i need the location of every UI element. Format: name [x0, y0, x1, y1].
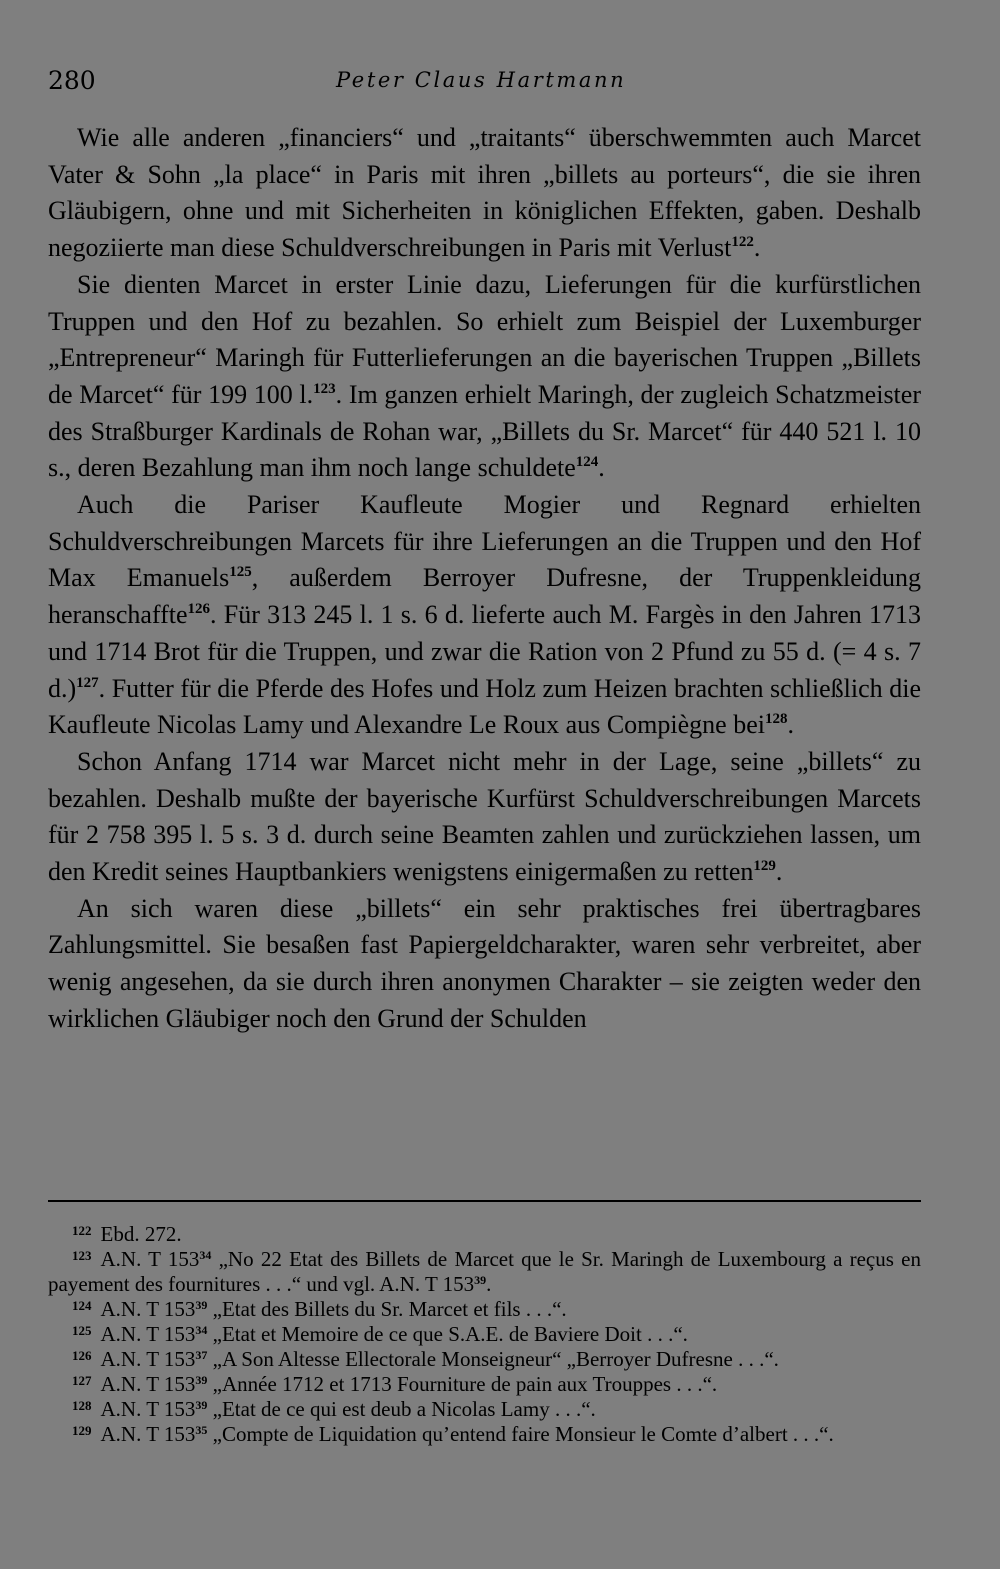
text-run: Schon Anfang 1714 war Marcet nicht mehr in der Lage, seine „billets“ zu bezahlen. Deshalb mußte der bayerische Kurfürst Schuldverschreibungen Marcets für 2 758 395 l. 5 s. 3 d. durch seine Beamten zahlen und zurückziehen lassen, um den Kredit seines Hauptbankiers wenigstens einigermaßen zu retten — [48, 746, 921, 887]
paragraph — [48, 267, 921, 487]
footnote-number: 128 — [72, 1398, 92, 1413]
footnote-reference: 122 — [731, 234, 754, 251]
text-run: „Etat de ce qui est deub a Nicolas Lamy . . .“. — [207, 1397, 596, 1421]
text-run: . — [753, 233, 761, 263]
page-header — [48, 62, 921, 102]
text-run: A.N. T 153 — [100, 1372, 196, 1396]
footnote-reference: 129 — [753, 858, 776, 875]
footnote-reference: 35 — [195, 1423, 208, 1437]
footnote-reference: 39 — [195, 1373, 208, 1387]
footnote — [48, 1347, 921, 1372]
footnote — [48, 1422, 921, 1447]
footnote-reference: 126 — [187, 601, 211, 618]
footnote-reference: 39 — [195, 1398, 208, 1412]
paragraph — [48, 891, 921, 1038]
footnote — [48, 1297, 921, 1322]
footnote-reference: 39 — [474, 1273, 487, 1287]
text-run: Ebd. 272. — [100, 1222, 182, 1246]
footnote-reference: 125 — [229, 564, 252, 581]
text-run: A.N. T 153 — [100, 1397, 196, 1421]
footnote-number: 122 — [72, 1223, 92, 1238]
text-run: . — [775, 857, 783, 887]
page-number: 280 — [48, 66, 96, 95]
text-run: A.N. T 153 — [100, 1322, 196, 1346]
text-run: „No 22 Etat des Billets de Marcet que le Sr. Maringh de Luxembourg a reçus en payement des fournitures . . .“ und vgl. A.N. T 153 — [48, 1247, 921, 1296]
paragraph — [48, 120, 921, 267]
text-run: An sich waren diese „billets“ ein sehr praktisches frei übertragbares Zahlungsmittel. Sie besaßen fast Papiergeldcharakter, waren sehr verbreitet, aber wenig angesehen, da sie durch ihren anonymen Charakter – sie zeigten weder den wirklichen Gläubiger noch den Grund der Schulden — [48, 893, 921, 1033]
text-run: , außerdem Berroyer Dufresne, der Truppenkleidung heranschaffte — [48, 563, 922, 630]
footnote-reference: 34 — [195, 1323, 208, 1337]
footnote-number: 126 — [72, 1348, 92, 1363]
text-run: A.N. T 153 — [100, 1247, 200, 1271]
running-head: Peter Claus Hartmann — [336, 68, 627, 92]
footnote-number: 127 — [72, 1373, 92, 1388]
main-text — [48, 120, 921, 1038]
footnote — [48, 1372, 921, 1397]
footnote — [48, 1222, 921, 1247]
footnote — [48, 1322, 921, 1347]
text-run: A.N. T 153 — [100, 1422, 196, 1446]
footnotes — [48, 1222, 921, 1447]
footnote-number: 125 — [72, 1323, 92, 1338]
text-run: Wie alle anderen „financiers“ und „traitants“ überschwemmten auch Marcet Vater & Sohn „la place“ in Paris mit ihren „billets au porteurs“, die sie ihren Gläubigern, ohne und mit Sicherheiten in königlichen Effekten, gaben. Deshalb negoziierte man diese Schuldverschreibungen in Paris mit Verlust — [48, 123, 921, 263]
footnote-reference: 127 — [76, 674, 99, 691]
footnote — [48, 1397, 921, 1422]
footnote — [48, 1247, 921, 1297]
text-run: „A Son Altesse Ellectorale Monseigneur“ „Berroyer Dufresne . . .“. — [207, 1347, 779, 1371]
text-run: „Etat des Billets du Sr. Marcet et fils . . .“. — [207, 1297, 567, 1321]
footnote-divider — [48, 1200, 921, 1202]
text-run: . — [787, 710, 794, 740]
footnote-number: 129 — [72, 1423, 92, 1438]
text-run: . — [486, 1272, 492, 1296]
text-run: „Compte de Liquidation qu’entend faire Monsieur le Comte d’albert . . .“. — [207, 1422, 834, 1446]
footnote-reference: 37 — [195, 1348, 208, 1362]
footnote-reference: 123 — [313, 380, 336, 397]
footnote-reference: 128 — [764, 711, 788, 728]
text-run: „Etat et Memoire de ce que S.A.E. de Baviere Doit . . .“. — [207, 1322, 688, 1346]
text-run: Auch die Pariser Kaufleute Mogier und Regnard erhielten Schuldverschreibungen Marcets für ihre Lieferungen an die Truppen und den Hof Max Emanuels — [48, 490, 921, 593]
text-run: . Futter für die Pferde des Hofes und Holz zum Heizen brachten schließlich die Kaufleute Nicolas Lamy und Alexandre Le Roux aus Compiègne bei — [48, 673, 921, 740]
footnote-number: 123 — [72, 1248, 92, 1263]
paragraph — [48, 487, 921, 744]
text-run: A.N. T 153 — [100, 1347, 196, 1371]
text-run: A.N. T 153 — [100, 1297, 196, 1321]
footnote-number: 124 — [72, 1298, 92, 1313]
footnote-reference: 124 — [575, 454, 599, 471]
text-run: . Im ganzen erhielt Maringh, der zugleich Schatzmeister des Straßburger Kardinals de Rohan war, „Billets du Sr. Marcet“ für 440 521 l. 10 s., deren Bezahlung man ihm noch lange schuldete — [48, 379, 921, 483]
text-run: . — [598, 453, 605, 483]
text-run: Sie dienten Marcet in erster Linie dazu, Lieferungen für die kurfürstlichen Truppen und den Hof zu bezahlen. So erhielt zum Beispiel der Luxemburger „Entrepreneur“ Maringh für Futterlieferungen an die bayerischen Truppen „Billets de Marcet“ für 199 100 l. — [48, 269, 921, 409]
paragraph — [48, 744, 921, 891]
text-run: „Année 1712 et 1713 Fourniture de pain aux Trouppes . . .“. — [207, 1372, 718, 1396]
text-run: . Für 313 245 l. 1 s. 6 d. lieferte auch M. Fargès in den Jahren 1713 und 1714 Brot für die Truppen, und zwar die Ration von 2 Pfund zu 55 d. (= 4 s. 7 d.) — [48, 600, 921, 703]
footnote-reference: 34 — [199, 1248, 212, 1262]
footnote-reference: 39 — [195, 1298, 208, 1312]
